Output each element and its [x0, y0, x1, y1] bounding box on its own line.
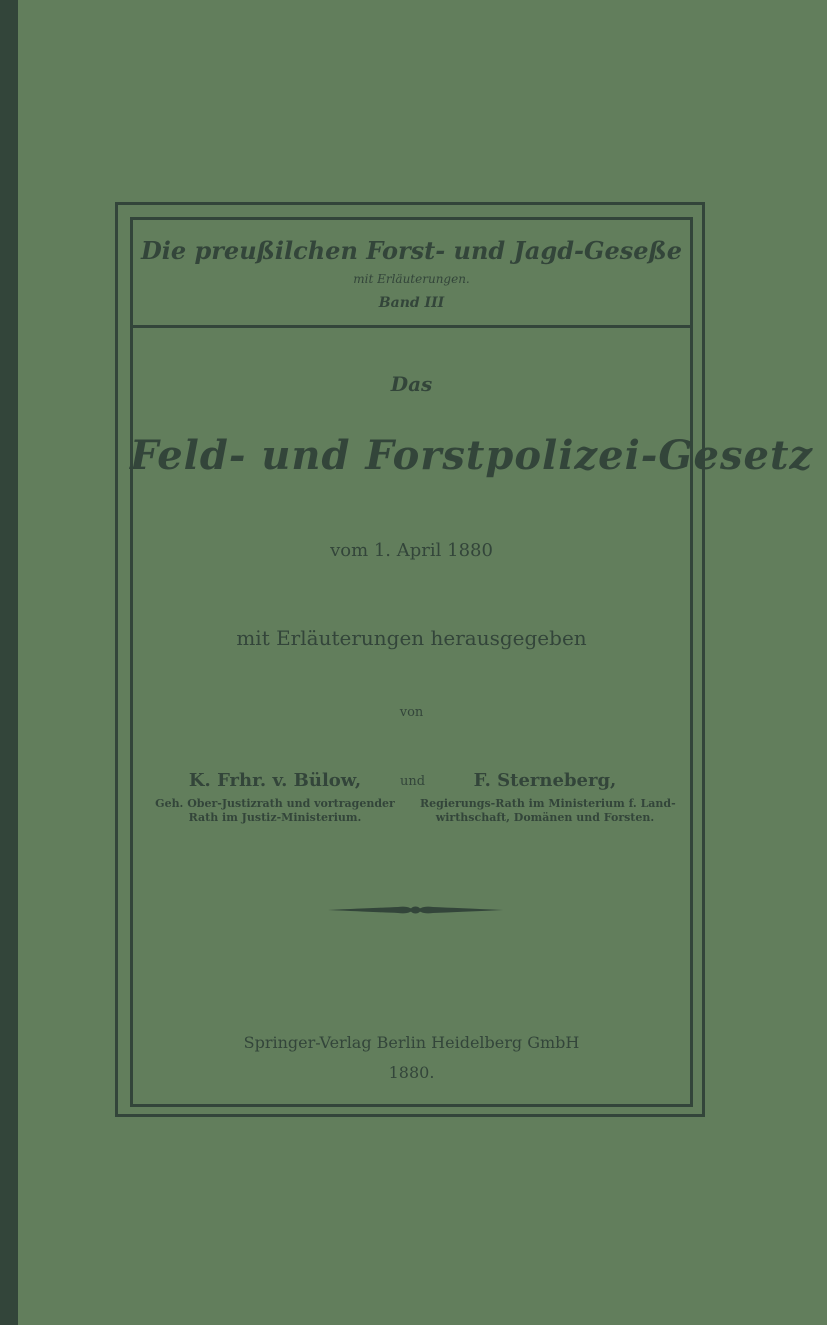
series-subtitle: mit Erläuterungen.: [353, 272, 470, 286]
author-1-role-line-2: Rath im Justiz-Ministerium.: [188, 811, 362, 824]
author-1-name: K. Frhr. v. Bülow,: [188, 770, 362, 791]
title-intro-word: Das: [390, 372, 433, 396]
publisher: Springer-Verlag Berlin Heidelberg GmbH: [243, 1033, 580, 1052]
publication-year: 1880.: [388, 1063, 435, 1082]
by-word: von: [399, 705, 424, 720]
law-date: vom 1. April 1880: [330, 540, 493, 561]
edited-statement: mit Erläuterungen herausgegeben: [236, 626, 587, 650]
book-spine: [0, 0, 18, 1325]
author-2-role-line-2: wirthschaft, Domänen und Forsten.: [435, 811, 655, 824]
author-2-name: F. Sterneberg,: [473, 770, 617, 791]
series-volume: Band III: [378, 295, 445, 311]
header-divider-rule: [130, 325, 693, 328]
book-title: Feld- und Forstpolizei-Gesetz: [130, 432, 814, 479]
inner-border-frame: [130, 217, 814, 1107]
author-1-role-line-1: Geh. Ober-Justizrath und vortragender: [155, 797, 395, 810]
author-2-role-line-1: Regierungs-Rath im Ministerium f. Land-: [420, 797, 676, 810]
series-title: Die preußilchen Forst- und Jagd-Geseße: [140, 236, 683, 265]
decorative-ornament-icon: [328, 902, 503, 918]
author-conjunction: und: [399, 774, 426, 789]
